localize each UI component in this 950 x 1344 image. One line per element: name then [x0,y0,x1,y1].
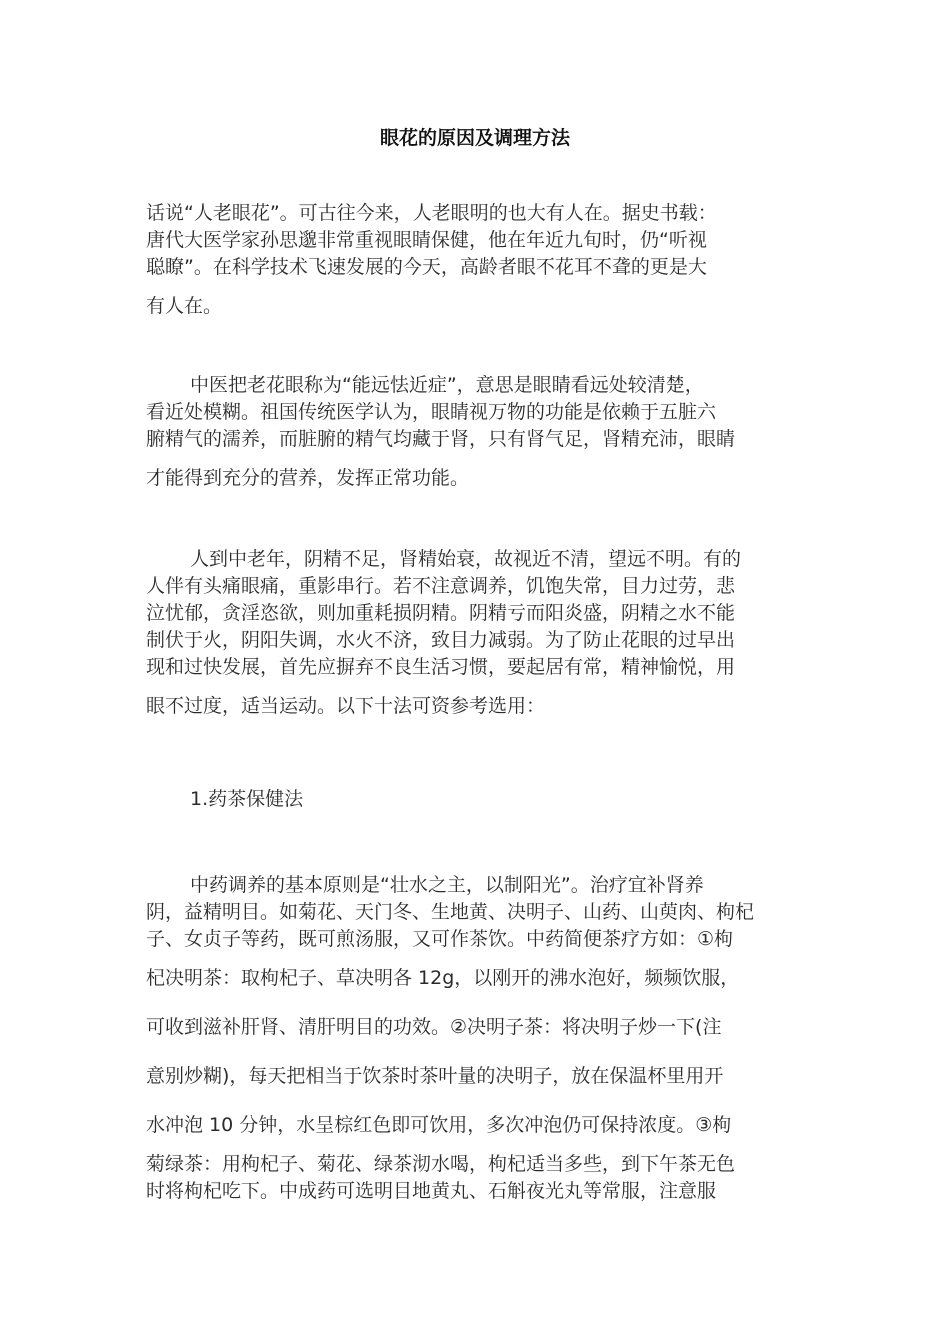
paragraph-2 [146,372,808,492]
text-line: 有人在。 [146,295,223,317]
text-line: 看近处模糊。祖国传统医学认为，眼睛视万物的功能是依赖于五脏六 [146,401,717,423]
text-line: 现和过快发展，首先应摒弃不良生活习惯，要起居有常，精神愉悦，用 [146,656,736,678]
text-line: 人到中老年，阴精不足，肾精始衰，故视近不清，望远不明。有的 [190,548,742,570]
text-line: 意别炒糊)，每天把相当于饮茶时茶叶量的决明子，放在保温杯里用开 [146,1065,724,1087]
text-line: 菊绿茶：用枸杞子、菊花、绿茶沏水喝，枸杞适当多些，到下午茶无色 [146,1153,736,1175]
text-line: 才能得到充分的营养，发挥正常功能。 [146,467,470,489]
text-line: 子、女贞子等药，既可煎汤服，又可作茶饮。中药简便茶疗方如：①枸 [146,928,734,950]
paragraph-1 [146,200,808,320]
text-line: 聪瞭”。在科学技术飞速发展的今天，高龄者眼不花耳不聋的更是大 [146,256,707,278]
text-line: 唐代大医学家孙思邈非常重视眼睛保健，他在年近九旬时，仍“听视 [146,229,707,251]
text-line: 泣忧郁，贪淫恣欲，则加重耗损阴精。阴精亏而阳炎盛，阴精之水不能 [146,602,736,624]
text-line: 1.药茶保健法 [190,788,304,810]
text-line: 可收到滋补肝肾、清肝明目的功效。②决明子茶：将决明子炒一下(注 [146,1016,722,1038]
text-line: 眼不过度，适当运动。以下十法可资参考选用： [146,695,546,717]
text-line: 制伏于火，阴阳失调，水火不济，致目力减弱。为了防止花眼的过早出 [146,629,736,651]
paragraph-4 [146,872,808,1205]
section-heading [146,786,808,813]
text-line: 时将枸杞吃下。中成药可选明目地黄丸、石斛夜光丸等常服，注意服 [146,1180,717,1202]
text-line: 中药调养的基本原则是“壮水之主，以制阳光”。治疗宜补肾养 [190,874,704,896]
text-line: 腑精气的濡养，而脏腑的精气均藏于肾，只有肾气足，肾精充沛，眼睛 [146,428,736,450]
text-line: 中医把老花眼称为“能远怯近症”，意思是眼睛看远处较清楚， [190,374,704,396]
text-line: 阴，益精明目。如菊花、天门冬、生地黄、决明子、山药、山萸肉、枸杞 [146,901,755,923]
text-line: 话说“人老眼花”。可古往今来，人老眼明的也大有人在。据史书载： [146,202,717,224]
page-title: 眼花的原因及调理方法 [379,127,570,149]
text-line: 杞决明茶：取枸杞子、草决明各 12g，以刚开的沸水泡好，频频饮服， [146,967,740,989]
text-line: 人伴有头痛眼痛，重影串行。若不注意调养，饥饱失常，目力过劳，悲 [146,575,736,597]
text-line: 水冲泡 10 分钟，水呈棕红色即可饮用，多次冲泡仍可保持浓度。③枸 [146,1114,732,1136]
paragraph-3 [146,546,808,720]
